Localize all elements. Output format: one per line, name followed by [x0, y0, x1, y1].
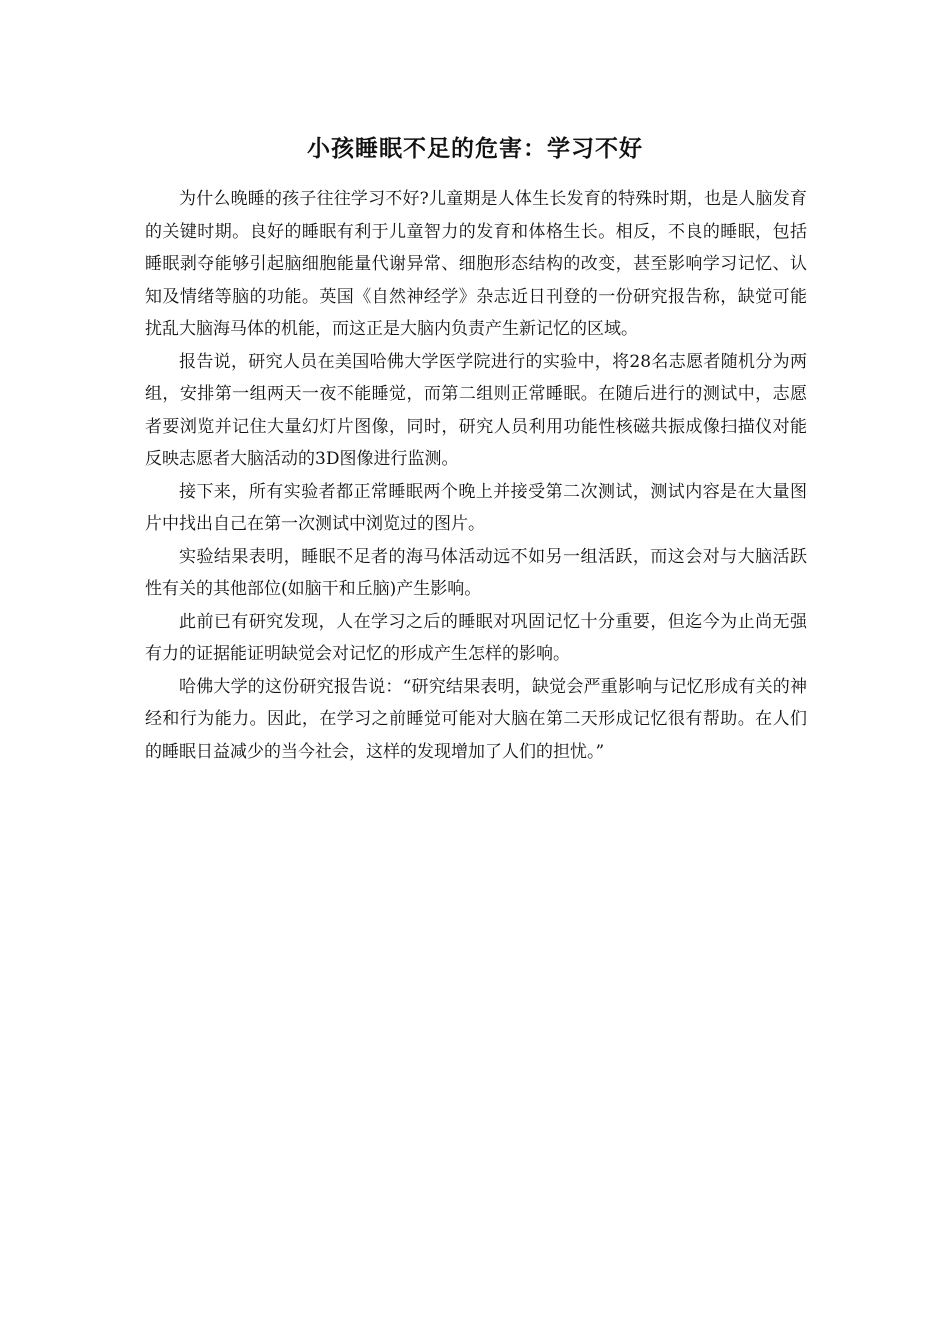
document-title: 小孩睡眠不足的危害：学习不好 — [307, 136, 643, 162]
paragraph-second-test: 接下来，所有实验者都正常睡眠两个晚上并接受第二次测试，测试内容是在大量图片中找出自己在第一次测试中浏览过的图片。 — [145, 481, 807, 534]
document-body — [145, 183, 807, 768]
paragraph-results: 实验结果表明，睡眠不足者的海马体活动远不如另一组活跃，而这会对与大脑活跃性有关的其他部位(如脑干和丘脑)产生影响。 — [145, 546, 807, 599]
paragraph-harvard-quote: 哈佛大学的这份研究报告说：“研究结果表明，缺觉会严重影响与记忆形成有关的神经和行为能力。因此，在学习之前睡觉可能对大脑在第二天形成记忆很有帮助。在人们的睡眠日益减少的当今社会，这样的发现增加了人们的担忧。” — [145, 676, 807, 762]
paragraph-intro: 为什么晚睡的孩子往往学习不好?儿童期是人体生长发育的特殊时期，也是人脑发育的关键时期。良好的睡眠有利于儿童智力的发育和体格生长。相反，不良的睡眠，包括睡眠剥夺能够引起脑细胞能量代谢异常、细胞形态结构的改变，甚至影响学习记忆、认知及情绪等脑的功能。英国《自然神经学》杂志近日刊登的一份研究报告称，缺觉可能扰乱大脑海马体的机能，而这正是大脑内负责产生新记忆的区域。 — [145, 189, 807, 339]
paragraph-experiment: 报告说，研究人员在美国哈佛大学医学院进行的实验中，将28名志愿者随机分为两组，安排第一组两天一夜不能睡觉，而第二组则正常睡眠。在随后进行的测试中，志愿者要浏览并记住大量幻灯片图像，同时，研究人员利用功能性核磁共振成像扫描仪对能反映志愿者大脑活动的3D图像进行监测。 — [145, 351, 807, 469]
paragraph-prior-research: 此前已有研究发现，人在学习之后的睡眠对巩固记忆十分重要，但迄今为止尚无强有力的证据能证明缺觉会对记忆的形成产生怎样的影响。 — [145, 611, 807, 664]
